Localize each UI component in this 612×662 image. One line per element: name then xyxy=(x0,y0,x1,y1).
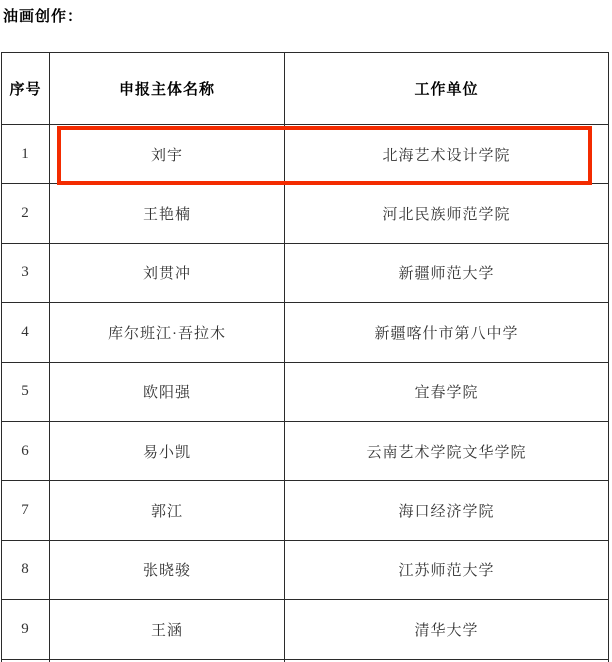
applicants-table xyxy=(1,52,609,662)
table-row xyxy=(2,184,609,243)
section-title: 油画创作： xyxy=(3,7,84,25)
cell-row-number: 3 xyxy=(2,243,50,302)
cell-work-unit: 江苏师范大学 xyxy=(285,540,609,599)
cell-applicant-name: 库尔班江·吾拉木 xyxy=(50,303,285,362)
column-header-applicant-name: 申报主体名称 xyxy=(50,53,285,125)
cell-applicant-name: 易小凯 xyxy=(50,421,285,480)
cell-applicant-name: 刘贯冲 xyxy=(50,243,285,302)
cell-row-number: 9 xyxy=(2,600,50,659)
cell-row-number: 4 xyxy=(2,303,50,362)
table-row xyxy=(2,243,609,302)
table-body xyxy=(2,125,609,662)
cell-row-number: 8 xyxy=(2,540,50,599)
cell-applicant-name: 王艳楠 xyxy=(50,184,285,243)
cell-work-unit: 云南艺术学院文华学院 xyxy=(285,421,609,480)
cell-work-unit: 河北民族师范学院 xyxy=(285,184,609,243)
cell-work-unit: 宜春学院 xyxy=(285,362,609,421)
cell-row-number: 1 xyxy=(2,125,50,184)
cell-row-number: 6 xyxy=(2,421,50,480)
cell-row-number: 5 xyxy=(2,362,50,421)
table-row xyxy=(2,421,609,480)
cell-work-unit: 清华大学 xyxy=(285,600,609,659)
table-row xyxy=(2,303,609,362)
cell-applicant-name: 刘宇 xyxy=(50,125,285,184)
table-row xyxy=(2,362,609,421)
cell-applicant-name: 郭江 xyxy=(50,481,285,540)
cell-work-unit: 新疆喀什市第八中学 xyxy=(285,303,609,362)
cell-applicant-name: 王涵 xyxy=(50,600,285,659)
cell-work-unit: 新疆师范大学 xyxy=(285,243,609,302)
table-header-row xyxy=(2,53,609,125)
table-row xyxy=(2,540,609,599)
column-header-no: 序号 xyxy=(2,53,50,125)
table-row xyxy=(2,481,609,540)
cell-applicant-name: 张晓骏 xyxy=(50,540,285,599)
cell-work-unit: 北海艺术设计学院 xyxy=(285,125,609,184)
cell-applicant-name: 欧阳强 xyxy=(50,362,285,421)
cell-work-unit: 海口经济学院 xyxy=(285,481,609,540)
cell-row-number: 7 xyxy=(2,481,50,540)
cell-row-number: 2 xyxy=(2,184,50,243)
table-row-highlighted xyxy=(2,125,609,184)
column-header-work-unit: 工作单位 xyxy=(285,53,609,125)
table-row xyxy=(2,600,609,659)
